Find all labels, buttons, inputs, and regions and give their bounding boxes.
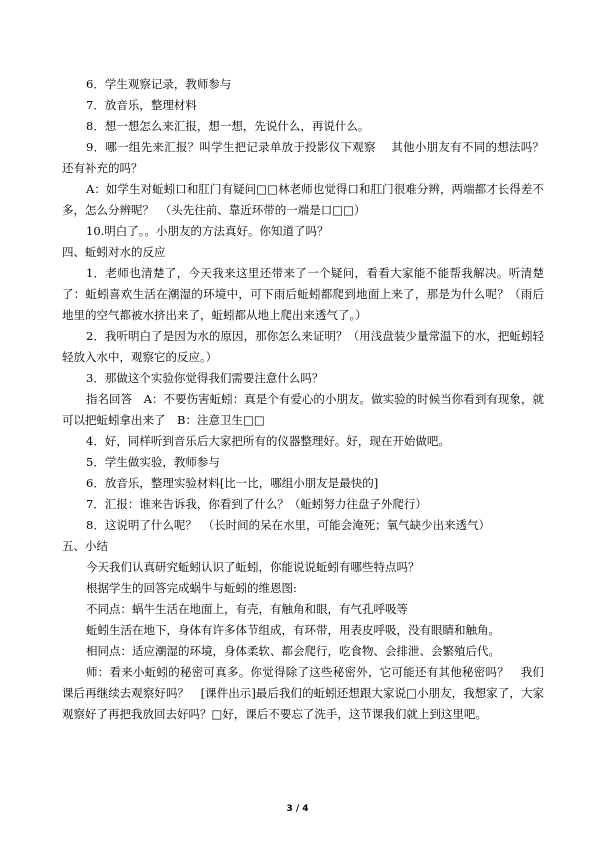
paragraph: 蚯蚓生活在地下，身体有许多体节组成，有环带，用表皮呼吸，没有眼睛和触角。 bbox=[86, 623, 500, 637]
paragraph: 6．学生观察记录，教师参与 bbox=[86, 77, 232, 91]
paragraph: 9．哪一组先来汇报？叫学生把记录单放于投影仪下观察 其他小朋友有不同的想法吗？还有补充的吗？ bbox=[62, 140, 544, 175]
paragraph: 指名回答 A：不要伤害蚯蚓：真是个有爱心的小朋友。做实验的时候当你看到有现象，就可以把蚯蚓拿出来了 B：注意卫生□□ bbox=[62, 392, 544, 427]
page-number: 3 / 4 bbox=[286, 804, 309, 814]
paragraph: 7．放音乐，整理材料 bbox=[86, 98, 197, 112]
paragraph: 6．放音乐，整理实验材料[比一比，哪组小朋友是最快的] bbox=[86, 476, 379, 490]
section-heading: 五、小结 bbox=[62, 539, 108, 553]
paragraph: 4．好，同样听到音乐后大家把所有的仪器整理好。好，现在开始做吧。 bbox=[86, 434, 450, 448]
paragraph: 10.明白了。。小朋友的方法真好。你知道了吗？ bbox=[86, 224, 329, 238]
paragraph: 今天我们认真研究蚯蚓认识了蚯蚓，你能说说蚯蚓有哪些特点吗？ bbox=[86, 560, 420, 574]
paragraph: 不同点：蜗牛生活在地面上，有壳，有触角和眼，有气孔呼吸等 bbox=[86, 602, 408, 616]
paragraph: A：如学生对蚯蚓口和肛门有疑问□□林老师也觉得口和肛门很难分辨，两端都才长得差不多，怎么分辨呢？ （头先往前、靠近环带的一端是口□□） bbox=[62, 182, 544, 217]
paragraph: 2．我听明白了是因为水的原因，那你怎么来证明？（用浅盘装少量常温下的水，把蚯蚓轻轻放入水中，观察它的反应。） bbox=[62, 329, 544, 364]
paragraph: 师：看来小蚯蚓的秘密可真多。你觉得除了这些秘密外，它可能还有其他秘密吗？ 我们课后再继续去观察好吗？ [课件出示]最后我们的蚯蚓还想跟大家说□小朋友，我想家了，大家观察好了再把我放回去好吗？□好，课后不要忘了洗手，这节课我们就上到这里吧。 bbox=[62, 665, 544, 721]
section-heading: 四、蚯蚓对水的反应 bbox=[62, 245, 166, 259]
paragraph: 1．老师也清楚了，今天我来这里还带来了一个疑问，看看大家能不能帮我解决。听清楚了：蚯蚓喜欢生活在潮湿的环境中，可下雨后蚯蚓都爬到地面上来了，那是为什么呢？（雨后地里的空气都被水挤出来了，蚯蚓都从地上爬出来透气了。） bbox=[62, 266, 544, 322]
paragraph: 相同点：适应潮湿的环境，身体柔软、都会爬行，吃食物、会排泄、会繁殖后代。 bbox=[86, 644, 500, 658]
paragraph: 7．汇报：谁来告诉我，你看到了什么？（蚯蚓努力往盘子外爬行） bbox=[86, 497, 427, 511]
paragraph: 3．那做这个实验你觉得我们需要注意什么吗？ bbox=[86, 371, 324, 385]
paragraph: 8．想一想怎么来汇报，想一想，先说什么，再说什么。 bbox=[86, 119, 370, 133]
paragraph: 5．学生做实验，教师参与 bbox=[86, 455, 220, 469]
paragraph: 根据学生的回答完成蜗牛与蚯蚓的维恩图: bbox=[86, 581, 297, 595]
document-body bbox=[62, 74, 544, 725]
paragraph: 8．这说明了什么呢？ （长时间的呆在水里，可能会淹死；氧气缺少出来透气） bbox=[86, 518, 491, 532]
